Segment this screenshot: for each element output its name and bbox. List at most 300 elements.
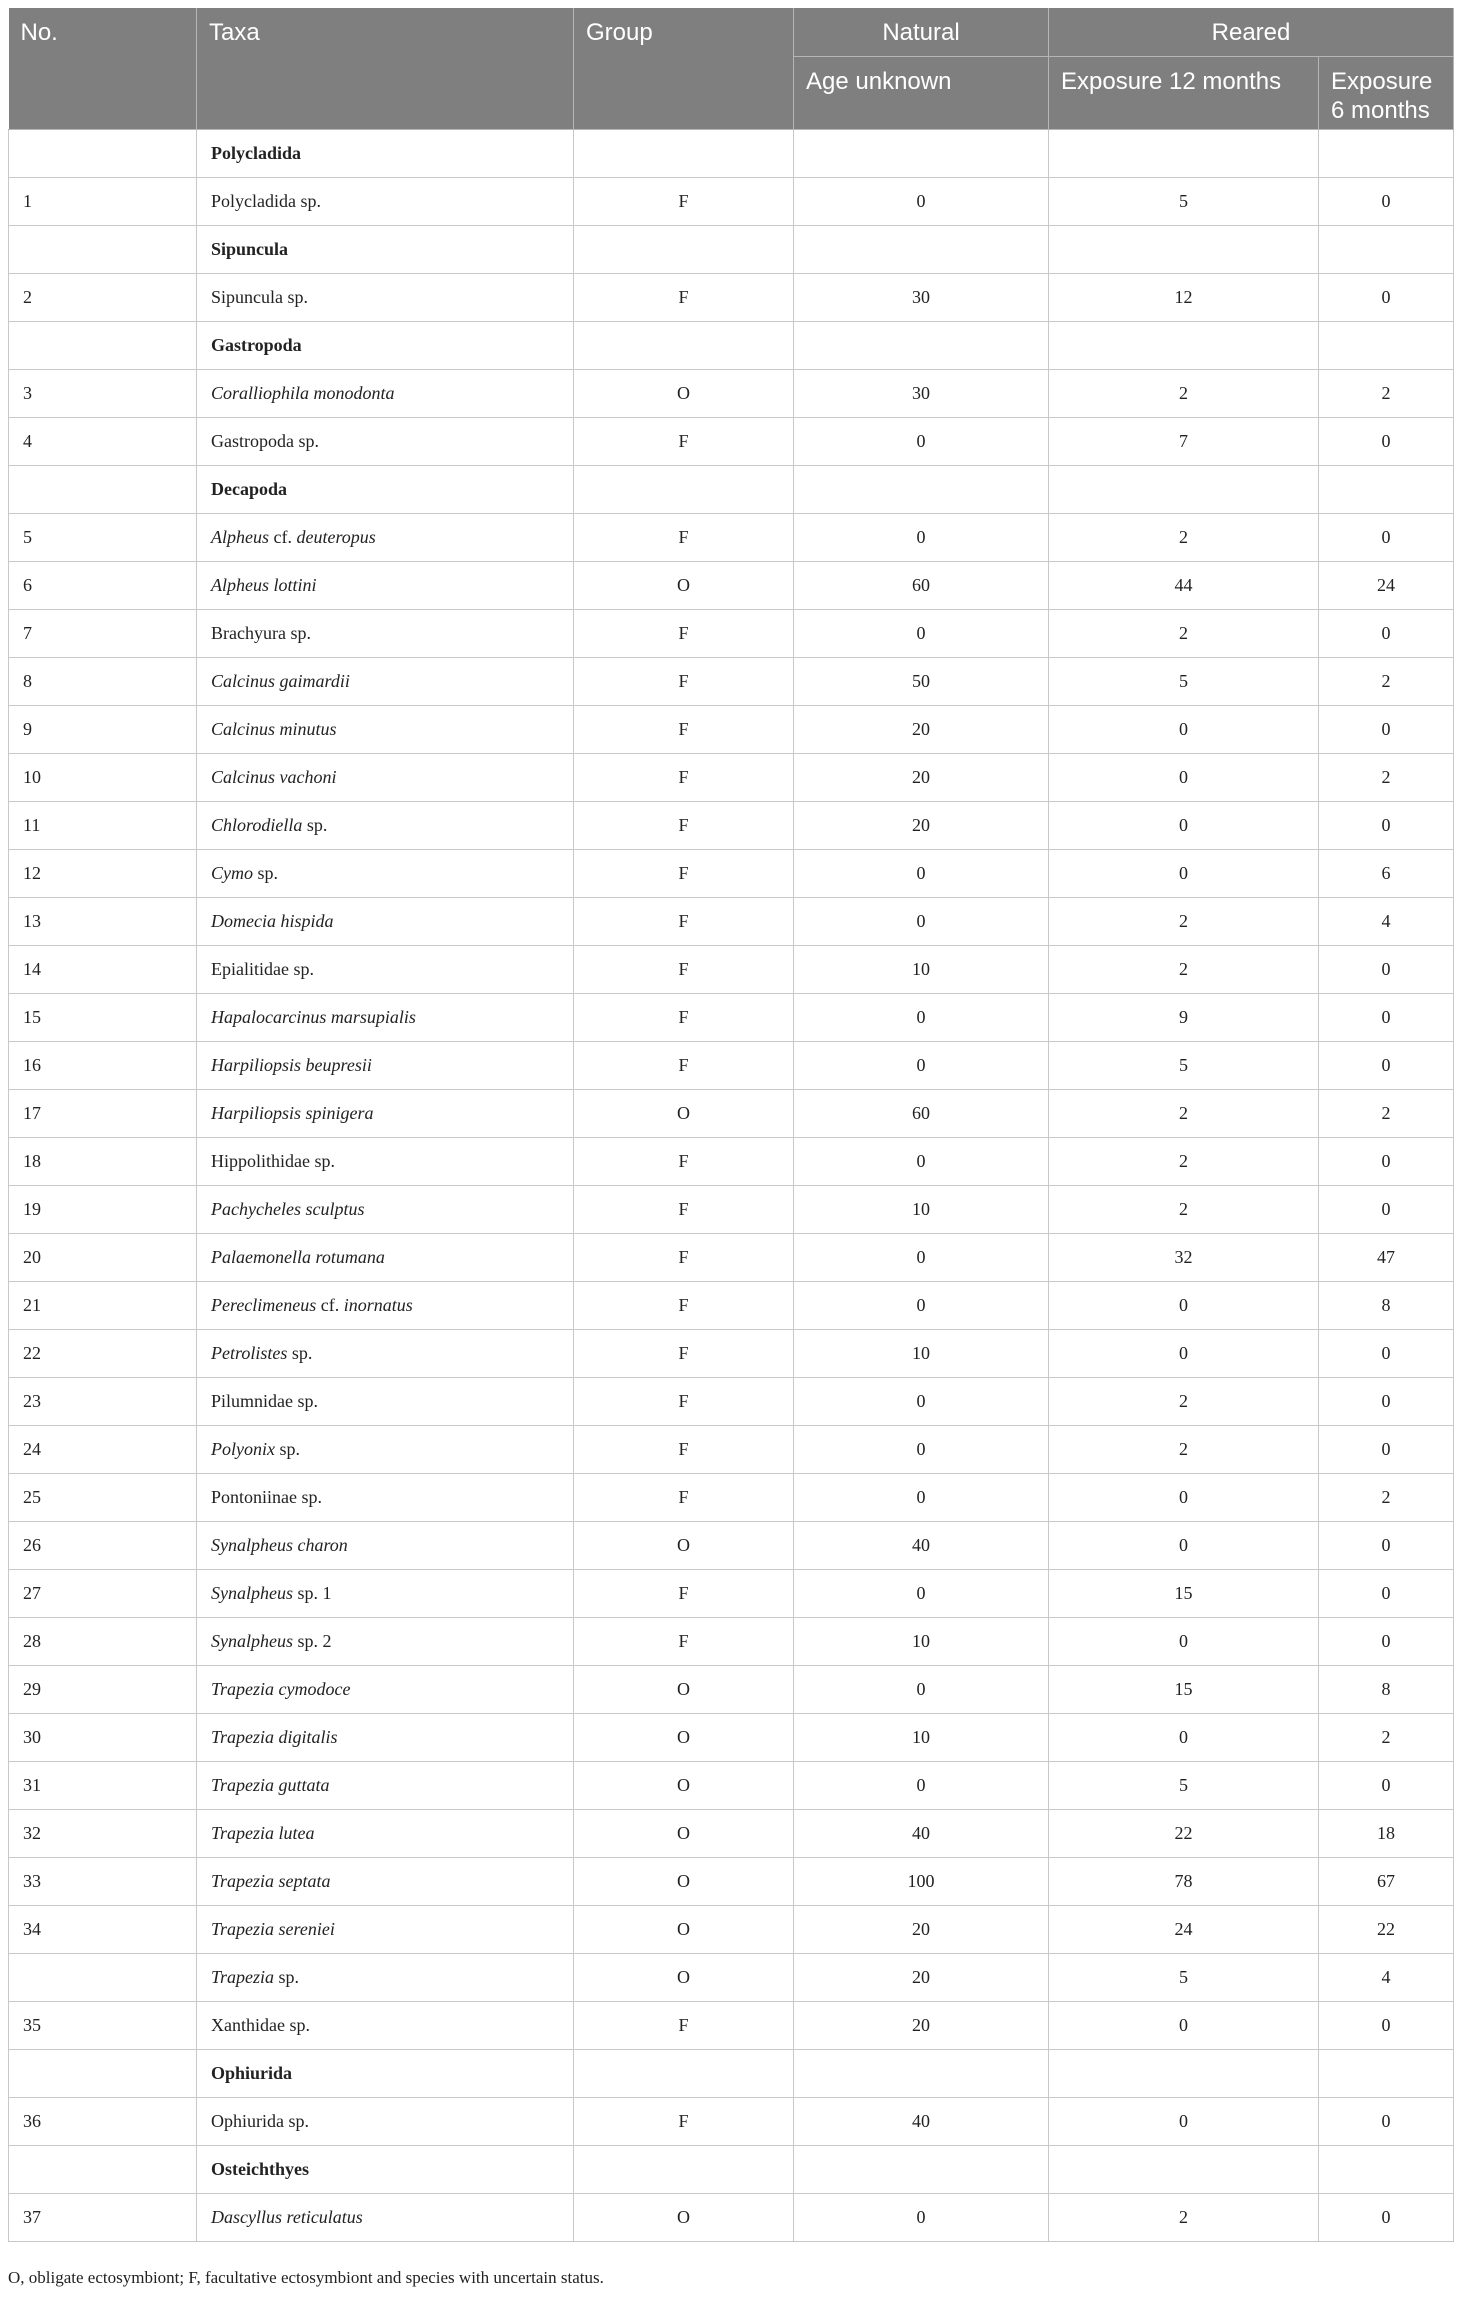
cell-taxa: Epialitidae sp. <box>197 946 574 994</box>
table-row <box>9 1378 1454 1426</box>
cell-taxa: Calcinus vachoni <box>197 754 574 802</box>
cell-exp6: 0 <box>1319 1378 1454 1426</box>
table-row <box>9 1330 1454 1378</box>
cell-taxa: Palaemonella rotumana <box>197 1234 574 1282</box>
cell-exp6: 0 <box>1319 1330 1454 1378</box>
cell-no: 12 <box>9 850 197 898</box>
table-row <box>9 2002 1454 2050</box>
cell-taxa: Trapezia cymodoce <box>197 1666 574 1714</box>
cell-exp6 <box>1319 2050 1454 2098</box>
cell-exp6: 0 <box>1319 178 1454 226</box>
taxa-part: sp. <box>274 1967 300 1987</box>
cell-group: F <box>574 178 794 226</box>
cell-natural: 20 <box>794 802 1049 850</box>
cell-group: F <box>574 1330 794 1378</box>
cell-taxa <box>197 1330 574 1378</box>
cell-taxa <box>197 1570 574 1618</box>
cell-no: 22 <box>9 1330 197 1378</box>
cell-natural: 0 <box>794 610 1049 658</box>
cell-exp6: 0 <box>1319 706 1454 754</box>
cell-section-title: Sipuncula <box>197 226 574 274</box>
table-row <box>9 802 1454 850</box>
cell-exp12: 5 <box>1049 1762 1319 1810</box>
cell-section-title: Decapoda <box>197 466 574 514</box>
table-row <box>9 1954 1454 2002</box>
cell-no: 29 <box>9 1666 197 1714</box>
cell-group: F <box>574 850 794 898</box>
section-row <box>9 2146 1454 2194</box>
cell-group <box>574 322 794 370</box>
cell-no: 27 <box>9 1570 197 1618</box>
table-row <box>9 898 1454 946</box>
taxa-part: Cymo <box>211 863 253 883</box>
table-row <box>9 1522 1454 1570</box>
cell-exp6: 4 <box>1319 898 1454 946</box>
taxa-part: Synalpheus <box>211 1583 293 1603</box>
cell-section-title: Osteichthyes <box>197 2146 574 2194</box>
cell-exp12: 0 <box>1049 802 1319 850</box>
cell-natural: 0 <box>794 1378 1049 1426</box>
cell-no <box>9 466 197 514</box>
cell-group: F <box>574 1282 794 1330</box>
cell-taxa: Sipuncula sp. <box>197 274 574 322</box>
cell-natural: 10 <box>794 1186 1049 1234</box>
cell-exp12: 2 <box>1049 514 1319 562</box>
cell-exp6: 0 <box>1319 274 1454 322</box>
cell-exp12: 0 <box>1049 706 1319 754</box>
cell-no: 3 <box>9 370 197 418</box>
table-row <box>9 1714 1454 1762</box>
cell-natural: 20 <box>794 1906 1049 1954</box>
cell-group: F <box>574 1426 794 1474</box>
cell-exp6: 2 <box>1319 754 1454 802</box>
cell-natural: 30 <box>794 370 1049 418</box>
taxa-part: Pereclimeneus <box>211 1295 317 1315</box>
table-footnote: O, obligate ectosymbiont; F, facultative ectosymbiont and species with uncertain status. <box>8 2268 604 2287</box>
cell-group: O <box>574 1762 794 1810</box>
cell-group: F <box>574 898 794 946</box>
cell-exp12: 0 <box>1049 1474 1319 1522</box>
cell-exp12 <box>1049 2146 1319 2194</box>
cell-natural: 40 <box>794 2098 1049 2146</box>
taxa-part: sp. <box>302 815 328 835</box>
cell-taxa <box>197 802 574 850</box>
cell-exp12 <box>1049 322 1319 370</box>
cell-taxa: Ophiurida sp. <box>197 2098 574 2146</box>
header-natural: Natural <box>794 8 1049 57</box>
cell-natural: 20 <box>794 2002 1049 2050</box>
table-row <box>9 754 1454 802</box>
table-row <box>9 1234 1454 1282</box>
cell-taxa <box>197 1618 574 1666</box>
cell-no <box>9 2050 197 2098</box>
cell-exp12: 0 <box>1049 1714 1319 1762</box>
cell-exp6: 2 <box>1319 1090 1454 1138</box>
table-row <box>9 178 1454 226</box>
cell-group: F <box>574 610 794 658</box>
table-row <box>9 1042 1454 1090</box>
taxa-part: sp. <box>274 1439 300 1459</box>
table-body <box>9 130 1454 2242</box>
cell-exp12: 78 <box>1049 1858 1319 1906</box>
cell-no: 24 <box>9 1426 197 1474</box>
cell-taxa: Harpiliopsis spinigera <box>197 1090 574 1138</box>
header-exposure-6: Exposure 6 months <box>1319 57 1454 130</box>
header-group: Group <box>574 8 794 130</box>
cell-taxa: Domecia hispida <box>197 898 574 946</box>
cell-natural: 10 <box>794 1714 1049 1762</box>
cell-group: F <box>574 658 794 706</box>
section-row <box>9 226 1454 274</box>
cell-exp12: 2 <box>1049 946 1319 994</box>
table-row <box>9 610 1454 658</box>
cell-group: O <box>574 1954 794 2002</box>
cell-natural <box>794 2146 1049 2194</box>
cell-group: F <box>574 1618 794 1666</box>
table-row <box>9 1666 1454 1714</box>
cell-no: 11 <box>9 802 197 850</box>
cell-exp12: 2 <box>1049 898 1319 946</box>
taxa-part: Synalpheus <box>211 1631 293 1651</box>
cell-natural: 60 <box>794 1090 1049 1138</box>
cell-exp12: 0 <box>1049 850 1319 898</box>
cell-natural: 0 <box>794 1426 1049 1474</box>
cell-no: 21 <box>9 1282 197 1330</box>
cell-no: 1 <box>9 178 197 226</box>
table-row <box>9 1282 1454 1330</box>
cell-taxa: Pilumnidae sp. <box>197 1378 574 1426</box>
cell-taxa: Trapezia septata <box>197 1858 574 1906</box>
cell-natural: 10 <box>794 946 1049 994</box>
cell-no: 19 <box>9 1186 197 1234</box>
table-row <box>9 1810 1454 1858</box>
cell-exp12: 5 <box>1049 178 1319 226</box>
cell-natural: 10 <box>794 1618 1049 1666</box>
cell-exp12: 5 <box>1049 1954 1319 2002</box>
table-row <box>9 2098 1454 2146</box>
taxa-part: sp. 2 <box>292 1631 332 1651</box>
cell-natural: 0 <box>794 1762 1049 1810</box>
cell-group: O <box>574 562 794 610</box>
table-row <box>9 274 1454 322</box>
cell-exp12: 32 <box>1049 1234 1319 1282</box>
cell-natural <box>794 466 1049 514</box>
cell-exp12: 0 <box>1049 1330 1319 1378</box>
cell-no: 17 <box>9 1090 197 1138</box>
cell-exp6: 2 <box>1319 658 1454 706</box>
cell-taxa: Trapezia guttata <box>197 1762 574 1810</box>
cell-taxa <box>197 1282 574 1330</box>
cell-no <box>9 322 197 370</box>
cell-natural: 20 <box>794 1954 1049 2002</box>
cell-no: 16 <box>9 1042 197 1090</box>
cell-exp12: 5 <box>1049 658 1319 706</box>
table-row <box>9 1618 1454 1666</box>
cell-taxa: Dascyllus reticulatus <box>197 2194 574 2242</box>
cell-group: O <box>574 1906 794 1954</box>
cell-group: F <box>574 994 794 1042</box>
table-row <box>9 514 1454 562</box>
cell-no: 32 <box>9 1810 197 1858</box>
cell-exp12 <box>1049 130 1319 178</box>
cell-exp6: 0 <box>1319 418 1454 466</box>
cell-exp12: 0 <box>1049 2098 1319 2146</box>
cell-exp6: 2 <box>1319 1714 1454 1762</box>
table-row <box>9 1426 1454 1474</box>
cell-taxa <box>197 514 574 562</box>
cell-exp6 <box>1319 322 1454 370</box>
cell-natural: 0 <box>794 514 1049 562</box>
cell-taxa: Synalpheus charon <box>197 1522 574 1570</box>
cell-exp12: 15 <box>1049 1666 1319 1714</box>
cell-group: F <box>574 2098 794 2146</box>
cell-section-title: Polycladida <box>197 130 574 178</box>
table-row <box>9 1858 1454 1906</box>
cell-no: 13 <box>9 898 197 946</box>
cell-natural: 0 <box>794 418 1049 466</box>
cell-no: 26 <box>9 1522 197 1570</box>
cell-group: F <box>574 1378 794 1426</box>
section-row <box>9 466 1454 514</box>
taxa-part: Polyonix <box>211 1439 275 1459</box>
table-row <box>9 1186 1454 1234</box>
cell-group: F <box>574 754 794 802</box>
cell-natural: 100 <box>794 1858 1049 1906</box>
cell-taxa: Harpiliopsis beupresii <box>197 1042 574 1090</box>
cell-natural: 0 <box>794 1474 1049 1522</box>
cell-group: F <box>574 418 794 466</box>
cell-taxa: Calcinus minutus <box>197 706 574 754</box>
cell-taxa <box>197 850 574 898</box>
cell-exp6 <box>1319 466 1454 514</box>
cell-natural <box>794 322 1049 370</box>
cell-exp12 <box>1049 466 1319 514</box>
table-row <box>9 850 1454 898</box>
section-row <box>9 322 1454 370</box>
cell-no: 25 <box>9 1474 197 1522</box>
cell-exp6: 6 <box>1319 850 1454 898</box>
cell-no: 31 <box>9 1762 197 1810</box>
cell-exp12: 9 <box>1049 994 1319 1042</box>
cell-group: O <box>574 1090 794 1138</box>
cell-exp6: 0 <box>1319 610 1454 658</box>
cell-natural: 0 <box>794 1138 1049 1186</box>
cell-group: O <box>574 2194 794 2242</box>
cell-taxa: Hapalocarcinus marsupialis <box>197 994 574 1042</box>
table-row <box>9 1474 1454 1522</box>
cell-section-title: Ophiurida <box>197 2050 574 2098</box>
cell-exp12: 24 <box>1049 1906 1319 1954</box>
cell-taxa: Brachyura sp. <box>197 610 574 658</box>
cell-no: 4 <box>9 418 197 466</box>
cell-no: 2 <box>9 274 197 322</box>
cell-exp6: 0 <box>1319 2098 1454 2146</box>
cell-exp6: 0 <box>1319 1042 1454 1090</box>
cell-no: 10 <box>9 754 197 802</box>
cell-natural <box>794 130 1049 178</box>
cell-exp6: 0 <box>1319 1522 1454 1570</box>
table-row <box>9 658 1454 706</box>
cell-no: 34 <box>9 1906 197 1954</box>
cell-exp6: 0 <box>1319 514 1454 562</box>
cell-natural: 0 <box>794 850 1049 898</box>
cell-exp12: 0 <box>1049 1282 1319 1330</box>
cell-natural: 20 <box>794 706 1049 754</box>
cell-group <box>574 226 794 274</box>
cell-group <box>574 130 794 178</box>
cell-no: 33 <box>9 1858 197 1906</box>
cell-natural <box>794 2050 1049 2098</box>
cell-exp12: 7 <box>1049 418 1319 466</box>
cell-group: F <box>574 1138 794 1186</box>
taxa-part: Trapezia <box>211 1967 275 1987</box>
taxa-part: Chlorodiella <box>211 815 303 835</box>
cell-natural: 0 <box>794 1042 1049 1090</box>
cell-group: O <box>574 1858 794 1906</box>
header-age-unknown: Age unknown <box>794 57 1049 130</box>
cell-natural: 20 <box>794 754 1049 802</box>
cell-group: F <box>574 706 794 754</box>
cell-taxa: Trapezia lutea <box>197 1810 574 1858</box>
cell-taxa: Trapezia sereniei <box>197 1906 574 1954</box>
cell-exp6: 8 <box>1319 1282 1454 1330</box>
cell-group: F <box>574 1042 794 1090</box>
cell-natural: 0 <box>794 1570 1049 1618</box>
cell-exp6: 67 <box>1319 1858 1454 1906</box>
ectosymbiont-table <box>8 8 1454 2242</box>
header-reared: Reared <box>1049 8 1454 57</box>
table-row <box>9 706 1454 754</box>
cell-exp6: 24 <box>1319 562 1454 610</box>
cell-taxa: Hippolithidae sp. <box>197 1138 574 1186</box>
cell-taxa: Pachycheles sculptus <box>197 1186 574 1234</box>
cell-exp12: 2 <box>1049 1138 1319 1186</box>
cell-no: 7 <box>9 610 197 658</box>
cell-natural: 60 <box>794 562 1049 610</box>
cell-exp6 <box>1319 226 1454 274</box>
cell-no: 6 <box>9 562 197 610</box>
cell-exp12: 44 <box>1049 562 1319 610</box>
cell-group: F <box>574 1474 794 1522</box>
cell-exp6: 0 <box>1319 1570 1454 1618</box>
taxa-part: cf. <box>269 527 297 547</box>
table-header <box>9 8 1454 130</box>
cell-no: 14 <box>9 946 197 994</box>
cell-natural: 40 <box>794 1522 1049 1570</box>
cell-section-title: Gastropoda <box>197 322 574 370</box>
cell-exp12: 2 <box>1049 2194 1319 2242</box>
taxa-part: cf. <box>316 1295 344 1315</box>
table-row <box>9 1570 1454 1618</box>
section-row <box>9 2050 1454 2098</box>
cell-no: 20 <box>9 1234 197 1282</box>
cell-exp6: 8 <box>1319 1666 1454 1714</box>
taxa-part: deuteropus <box>296 527 376 547</box>
cell-taxa: Pontoniinae sp. <box>197 1474 574 1522</box>
cell-group: O <box>574 370 794 418</box>
cell-exp12: 5 <box>1049 1042 1319 1090</box>
cell-group: O <box>574 1810 794 1858</box>
table-row <box>9 994 1454 1042</box>
cell-no <box>9 2146 197 2194</box>
cell-exp6: 0 <box>1319 946 1454 994</box>
cell-exp6: 2 <box>1319 370 1454 418</box>
cell-group: F <box>574 1570 794 1618</box>
cell-exp6: 0 <box>1319 1426 1454 1474</box>
cell-natural: 0 <box>794 178 1049 226</box>
cell-exp12: 2 <box>1049 610 1319 658</box>
cell-group <box>574 2146 794 2194</box>
cell-exp12: 2 <box>1049 1378 1319 1426</box>
cell-exp12: 22 <box>1049 1810 1319 1858</box>
cell-exp6: 2 <box>1319 1474 1454 1522</box>
cell-exp6 <box>1319 130 1454 178</box>
cell-natural: 0 <box>794 898 1049 946</box>
header-exposure-12: Exposure 12 months <box>1049 57 1319 130</box>
cell-group: F <box>574 946 794 994</box>
cell-exp6: 47 <box>1319 1234 1454 1282</box>
cell-taxa <box>197 1426 574 1474</box>
cell-natural: 50 <box>794 658 1049 706</box>
table-row <box>9 1138 1454 1186</box>
cell-group: F <box>574 274 794 322</box>
cell-group <box>574 2050 794 2098</box>
cell-no <box>9 130 197 178</box>
cell-group: O <box>574 1714 794 1762</box>
cell-group: F <box>574 802 794 850</box>
cell-exp12 <box>1049 226 1319 274</box>
taxa-part: sp. <box>253 863 279 883</box>
table-row <box>9 2194 1454 2242</box>
cell-no: 36 <box>9 2098 197 2146</box>
cell-natural: 40 <box>794 1810 1049 1858</box>
cell-no <box>9 1954 197 2002</box>
cell-no: 5 <box>9 514 197 562</box>
cell-natural: 0 <box>794 1666 1049 1714</box>
cell-taxa: Polycladida sp. <box>197 178 574 226</box>
cell-exp6: 0 <box>1319 994 1454 1042</box>
table-row <box>9 946 1454 994</box>
cell-taxa: Xanthidae sp. <box>197 2002 574 2050</box>
cell-no: 37 <box>9 2194 197 2242</box>
cell-natural: 10 <box>794 1330 1049 1378</box>
header-taxa: Taxa <box>197 8 574 130</box>
taxa-part: Petrolistes <box>211 1343 288 1363</box>
cell-exp12: 2 <box>1049 370 1319 418</box>
cell-natural: 0 <box>794 2194 1049 2242</box>
cell-taxa: Trapezia digitalis <box>197 1714 574 1762</box>
table-row <box>9 1906 1454 1954</box>
cell-taxa: Alpheus lottini <box>197 562 574 610</box>
cell-exp6: 0 <box>1319 802 1454 850</box>
cell-no: 30 <box>9 1714 197 1762</box>
cell-no: 8 <box>9 658 197 706</box>
cell-group: F <box>574 1234 794 1282</box>
cell-exp6: 0 <box>1319 2002 1454 2050</box>
cell-no: 9 <box>9 706 197 754</box>
cell-natural: 0 <box>794 1282 1049 1330</box>
taxa-part: Alpheus <box>211 527 269 547</box>
taxa-part: inornatus <box>343 1295 413 1315</box>
cell-exp6: 0 <box>1319 1186 1454 1234</box>
cell-exp12 <box>1049 2050 1319 2098</box>
cell-exp6: 18 <box>1319 1810 1454 1858</box>
cell-exp6: 22 <box>1319 1906 1454 1954</box>
cell-exp6: 0 <box>1319 1138 1454 1186</box>
cell-exp12: 2 <box>1049 1090 1319 1138</box>
cell-natural: 30 <box>794 274 1049 322</box>
cell-group: F <box>574 2002 794 2050</box>
